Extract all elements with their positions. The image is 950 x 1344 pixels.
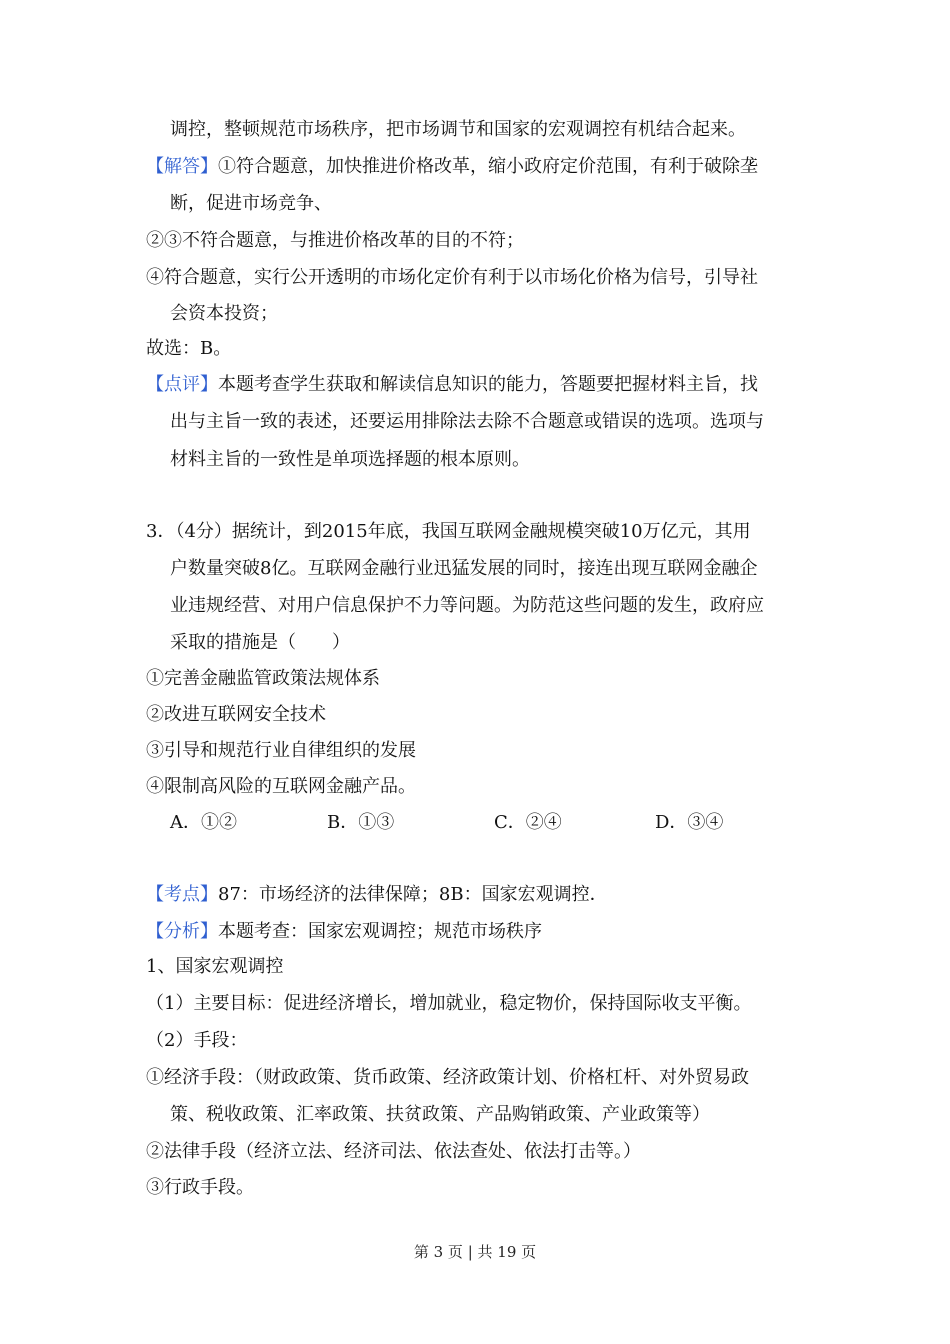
comment-tag: 【点评】 bbox=[146, 374, 218, 395]
goal-line: （1）主要目标：促进经济增长，增加就业，稳定物价，保持国际收支平衡。 bbox=[146, 993, 752, 1014]
comment-paragraph-line-1 bbox=[146, 373, 758, 397]
answer-tag: 【解答】 bbox=[146, 156, 218, 177]
analysis-tag: 【分析】 bbox=[146, 921, 218, 942]
option-c: C．②④ bbox=[494, 812, 562, 833]
question-3-line-3: 业违规经营、对用户信息保护不力等问题。为防范这些问题的发生，政府应 bbox=[170, 595, 764, 616]
question-3-line-4: 采取的措施是（ ） bbox=[170, 632, 350, 653]
analysis-line bbox=[146, 920, 542, 944]
analysis-line-23: ②③不符合题意，与推进价格改革的目的不符； bbox=[146, 230, 524, 251]
statement-item: ②改进互联网安全技术 bbox=[146, 704, 326, 725]
economic-means-line-1: ①经济手段：（财政政策、货币政策、经济政策计划、价格杠杆、对外贸易政 bbox=[146, 1067, 749, 1088]
statement-item: ④限制高风险的互联网金融产品。 bbox=[146, 776, 416, 797]
option-b: B．①③ bbox=[327, 812, 395, 833]
answer-paragraph-line-1 bbox=[146, 155, 758, 179]
analysis-line-4b: 会资本投资； bbox=[170, 303, 278, 324]
administrative-means-line: ③行政手段。 bbox=[146, 1177, 254, 1198]
question-3-line-1: 3．（4分）据统计，到2015年底，我国互联网金融规模突破10万亿元，其用 bbox=[146, 521, 751, 542]
answer-paragraph-line-2: 断，促进市场竞争、 bbox=[170, 193, 332, 214]
key-point-tag: 【考点】 bbox=[146, 884, 218, 905]
section-heading: 1、国家宏观调控 bbox=[146, 956, 284, 977]
question-3-line-2: 户数量突破8亿。互联网金融行业迅猛发展的同时，接连出现互联网金融企 bbox=[170, 558, 758, 579]
comment-paragraph-line-3: 材料主旨的一致性是单项选择题的根本原则。 bbox=[170, 449, 530, 470]
statement-item: ③引导和规范行业自律组织的发展 bbox=[146, 740, 416, 761]
means-line: （2）手段： bbox=[146, 1030, 248, 1051]
page-footer: 第 3 页 | 共 19 页 bbox=[413, 1243, 537, 1261]
economic-means-line-2: 策、税收政策、汇率政策、扶贫政策、产品购销政策、产业政策等） bbox=[170, 1104, 710, 1125]
continued-text: 调控，整顿规范市场秩序，把市场调节和国家的宏观调控有机结合起来。 bbox=[170, 119, 746, 140]
analysis-text: 本题考查：国家宏观调控；规范市场秩序 bbox=[218, 921, 542, 942]
analysis-line-4a: ④符合题意，实行公开透明的市场化定价有利于以市场化价格为信号，引导社 bbox=[146, 267, 758, 288]
comment-text: 本题考查学生获取和解读信息知识的能力，答题要把握材料主旨，找 bbox=[218, 374, 758, 395]
option-a: A．①② bbox=[170, 812, 237, 833]
final-answer: 故选：B。 bbox=[146, 338, 232, 359]
answer-text: ①符合题意，加快推进价格改革，缩小政府定价范围，有利于破除垄 bbox=[218, 156, 758, 177]
option-d: D．③④ bbox=[655, 812, 724, 833]
statement-item: ①完善金融监管政策法规体系 bbox=[146, 668, 380, 689]
key-point-text: 87：市场经济的法律保障；8B：国家宏观调控． bbox=[218, 884, 608, 905]
key-point-line bbox=[146, 883, 608, 907]
legal-means-line: ②法律手段（经济立法、经济司法、依法查处、依法打击等。） bbox=[146, 1141, 641, 1162]
comment-paragraph-line-2: 出与主旨一致的表述，还要运用排除法去除不合题意或错误的选项。选项与 bbox=[170, 411, 764, 432]
